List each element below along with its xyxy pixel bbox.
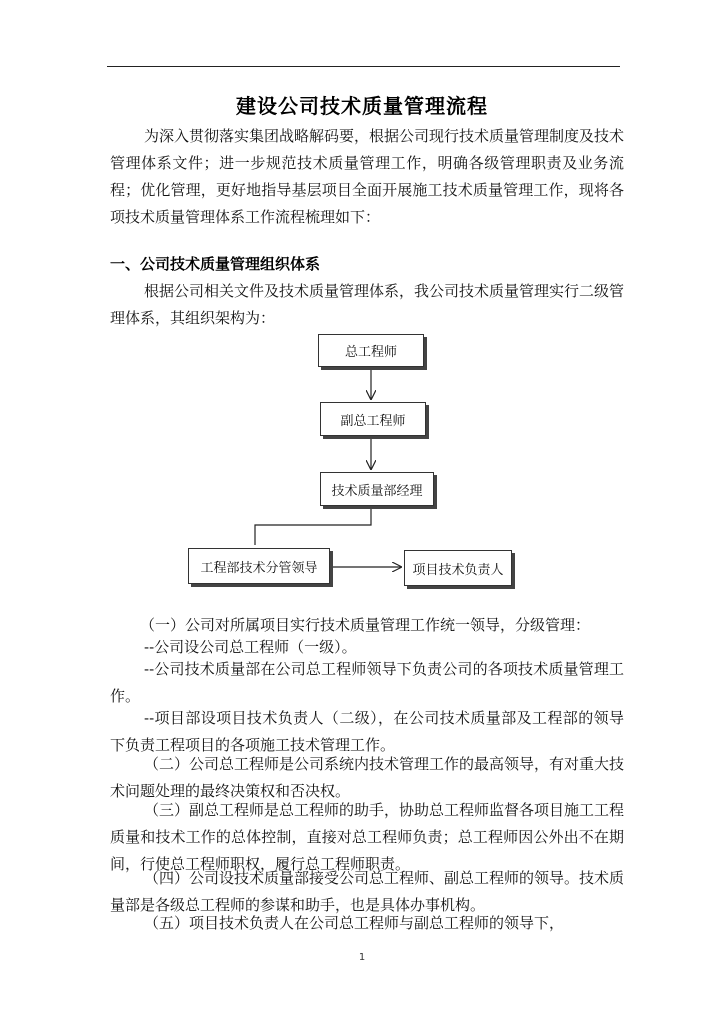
document-title: 建设公司技术质量管理流程 xyxy=(236,94,488,118)
item2-paragraph: （二）公司总工程师是公司系统内技术管理工作的最高领导，有对重大技术问题处理的最终决策权和否决权。 xyxy=(110,755,625,800)
item5-paragraph: （五）项目技术负责人在公司总工程师与副总工程师的领导下， xyxy=(144,914,565,932)
item1-a: --公司设公司总工程师（一级）。 xyxy=(144,638,357,656)
org-box-chief-engineer: 总工程师 xyxy=(318,334,424,367)
connector-manager-to-engineering xyxy=(255,506,371,545)
section1-paragraph: 根据公司相关文件及技术质量管理体系，我公司技术质量管理实行二级管理体系，其组织架构为： xyxy=(110,282,625,327)
page-number: 1 xyxy=(358,952,366,963)
item3-paragraph: （三）副总工程师是总工程师的助手，协助总工程师监督各项目施工工程质量和技术工作的总体控制，直接对总工程师负责；总工程师因公外出不在期间，行使总工程师职权，履行总工程师职责。 xyxy=(110,801,625,873)
section1-heading: 一、公司技术质量管理组织体系 xyxy=(110,255,321,273)
org-box-project-tech-lead: 项目技术负责人 xyxy=(404,550,512,586)
item1-paragraph: （一）公司对所属项目实行技术质量管理工作统一领导，分级管理： xyxy=(140,616,591,634)
org-box-tech-quality-manager: 技术质量部经理 xyxy=(320,472,434,506)
org-box-engineering-dept-leader: 工程部技术分管领导 xyxy=(188,548,330,584)
item1-c: --项目部设项目技术负责人（二级），在公司技术质量部及工程部的领导下负责工程项目的各项施工技术管理工作。 xyxy=(110,709,624,754)
intro-paragraph: 为深入贯彻落实集团战略解码要，根据公司现行技术质量管理制度及技术管理体系文件；进一步规范技术质量管理工作，明确各级管理职责及业务流程；优化管理，更好地指导基层项目全面开展施工技术质量管理工作，现将各项技术质量管理体系工作流程梳理如下： xyxy=(110,127,625,226)
item4-paragraph: （四）公司设技术质量部接受公司总工程师、副总工程师的领导。技术质量部是各级总工程师的参谋和助手，也是具体办事机构。 xyxy=(110,869,625,914)
item1-b: --公司技术质量部在公司总工程师领导下负责公司的各项技术质量管理工作。 xyxy=(110,660,624,705)
org-box-deputy-chief-engineer: 副总工程师 xyxy=(320,402,426,436)
